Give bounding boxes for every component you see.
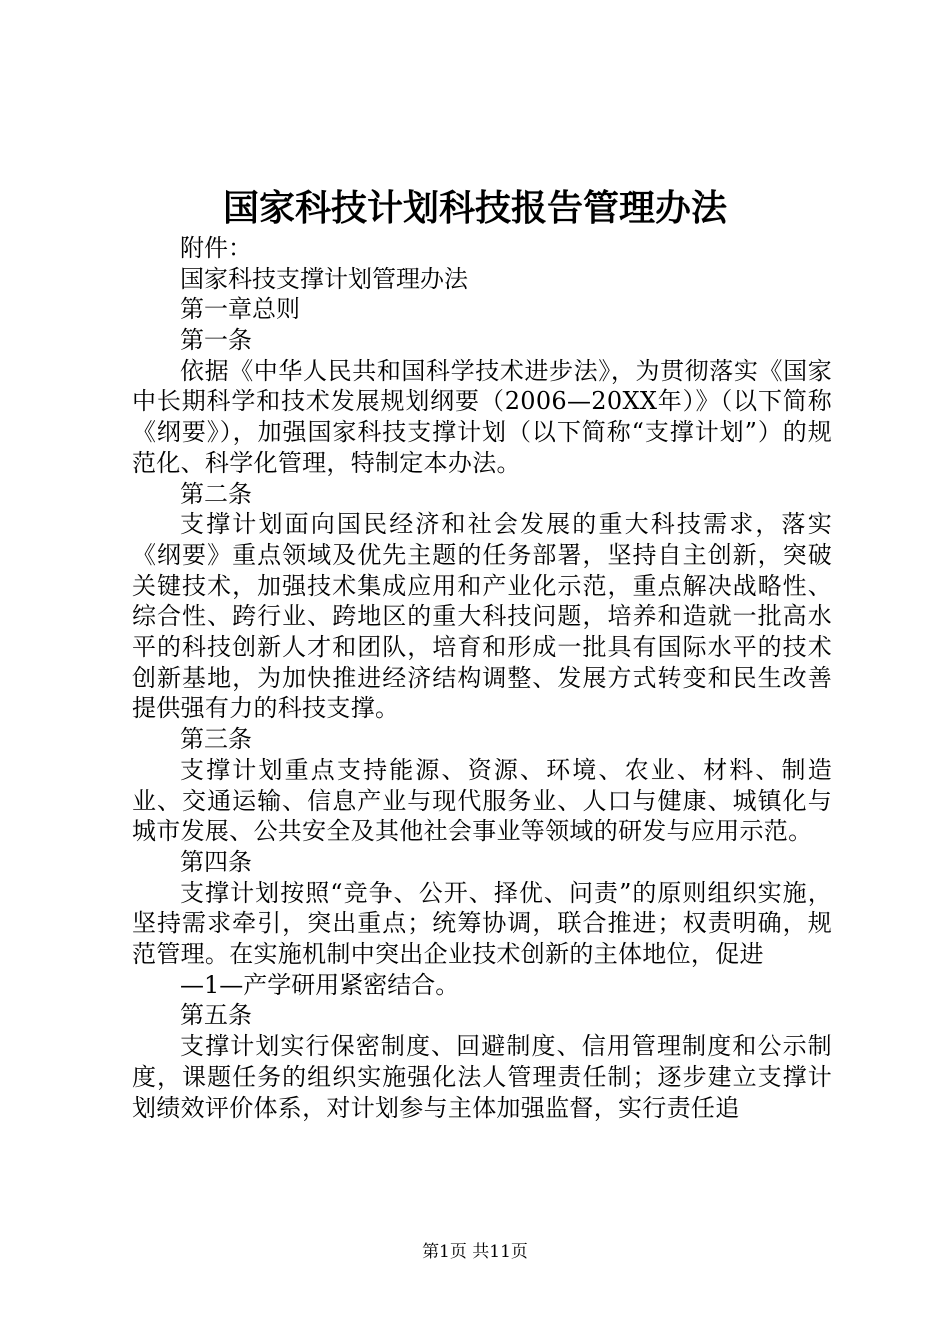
document-body xyxy=(132,233,832,1123)
article-heading-3: 第三条 xyxy=(180,725,252,754)
chapter-heading: 第一章总则 xyxy=(180,295,300,324)
article-heading-1: 第一条 xyxy=(180,326,252,355)
page-marker-line: —1—产学研用紧密结合。 xyxy=(180,970,460,999)
article-text-3: 支撑计划重点支持能源、资源、环境、农业、材料、制造业、交通运输、信息产业与现代服务业、人口与健康、城镇化与城市发展、公共安全及其他社会事业等领域的研发与应用示范。 xyxy=(132,755,832,846)
page-footer: 第1页 共11页 xyxy=(422,1242,528,1262)
article-text-1: 依据《中华人民共和国科学技术进步法》，为贯彻落实《国家中长期科学和技术发展规划纲要（2006—20XX年）》（以下简称《纲要》），加强国家科技支撑计划（以下简称“支撑计划”）的规范化、科学化管理，特制定本办法。 xyxy=(132,356,832,477)
article-heading-2: 第二条 xyxy=(180,479,252,508)
document-subtitle: 国家科技支撑计划管理办法 xyxy=(180,264,468,293)
article-heading-5: 第五条 xyxy=(180,1001,252,1030)
article-heading-4: 第四条 xyxy=(180,847,252,876)
article-text-2: 支撑计划面向国民经济和社会发展的重大科技需求，落实《纲要》重点领域及优先主题的任务部署，坚持自主创新，突破关键技术，加强技术集成应用和产业化示范，重点解决战略性、综合性、跨行业、跨地区的重大科技问题，培养和造就一批高水平的科技创新人才和团队，培育和形成一批具有国际水平的技术创新基地，为加快推进经济结构调整、发展方式转变和民生改善提供强有力的科技支撑。 xyxy=(132,510,832,723)
article-text-5: 支撑计划实行保密制度、回避制度、信用管理制度和公示制度，课题任务的组织实施强化法人管理责任制；逐步建立支撑计划绩效评价体系，对计划参与主体加强监督，实行责任追 xyxy=(132,1032,832,1122)
attachment-label: 附件： xyxy=(180,234,252,262)
article-text-4: 支撑计划按照“竞争、公开、择优、问责”的原则组织实施，坚持需求牵引，突出重点；统筹协调，联合推进；权责明确，规范管理。在实施机制中突出企业技术创新的主体地位，促进 xyxy=(132,878,832,969)
document-title: 国家科技计划科技报告管理办法 xyxy=(222,187,727,229)
